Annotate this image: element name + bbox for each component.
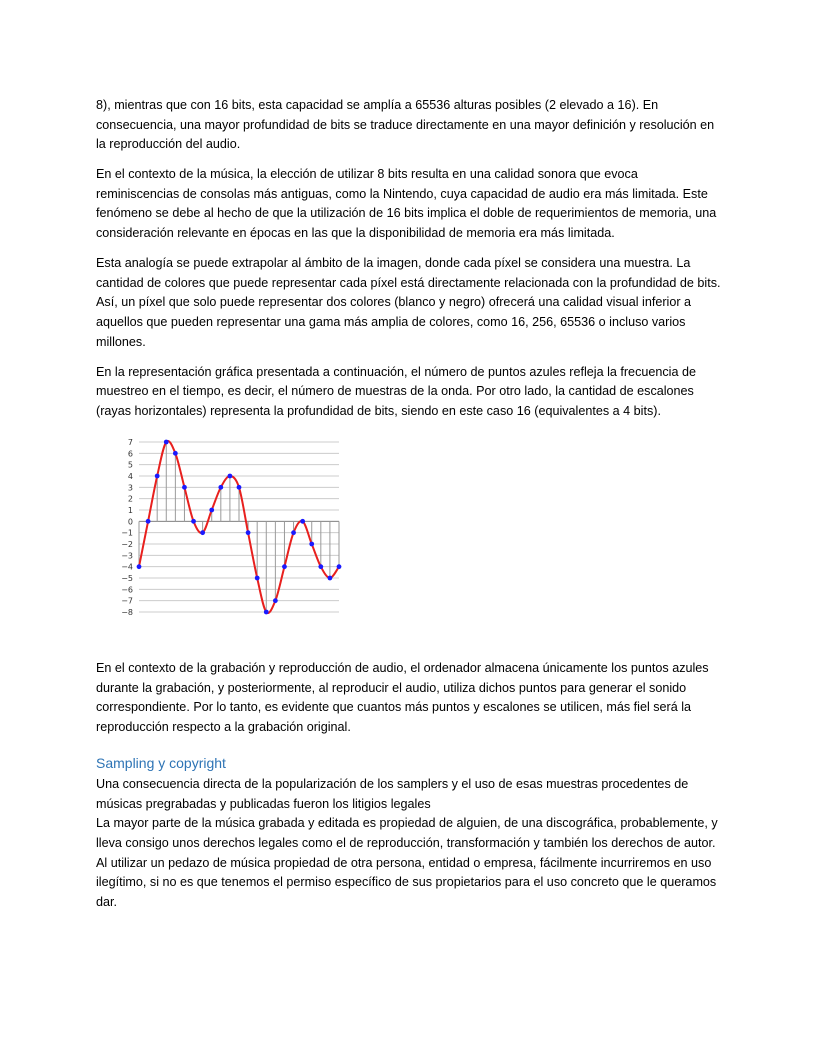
sample-point (282, 564, 287, 569)
y-tick-label: 3 (127, 483, 133, 493)
sample-point (155, 474, 160, 479)
sound-wave-line (139, 441, 339, 613)
y-tick-label: 2 (127, 494, 133, 504)
sample-point (309, 542, 314, 547)
y-tick-label: −7 (121, 596, 133, 606)
sample-point (228, 474, 233, 479)
paragraph-chart-explanation: En la representación gráfica presentada a continuación, el número de puntos azules refleja la frecuencia de muestreo en el tiempo, es decir, el número de muestras de la onda. Por otro lado, la cantidad de escalones (rayas horizontales) representa la profundidad de bits, siendo en este caso 16 (equivalentes a 4 bits). (96, 364, 696, 418)
sample-point (173, 451, 178, 456)
sample-point (273, 598, 278, 603)
y-tick-label: 7 (127, 437, 133, 447)
y-tick-label: 1 (127, 505, 133, 515)
paragraph-music-8bit: En el contexto de la música, la elección de utilizar 8 bits resulta en una calidad sonora que evoca reminiscencias de consolas más antiguas, como la Nintendo, cuya capacidad de audio era más limitada. Este fenómeno se debe al hecho de que la utilización de 16 bits implica el doble de requerimientos de memoria, una consideración relevante en épocas en las que la disponibilidad de memoria era más limitada. (96, 167, 717, 241)
sample-point (137, 564, 142, 569)
y-tick-label: 6 (127, 449, 133, 459)
y-tick-label: −3 (121, 551, 133, 561)
sample-point (164, 440, 169, 445)
y-tick-label: −1 (121, 528, 133, 538)
section-line-litigation: Una consecuencia directa de la popularización de los samplers y el uso de esas muestras procedentes de músicas pregrabadas y publicadas fueron los litigios legales (96, 777, 689, 811)
sample-point (200, 530, 205, 535)
sample-point (337, 564, 342, 569)
y-tick-label: −4 (121, 562, 133, 572)
y-tick-label: −5 (121, 573, 133, 583)
sample-point (328, 576, 333, 581)
paragraph-image-analogy: Esta analogía se puede extrapolar al ámbito de la imagen, donde cada píxel se considera una muestra. La cantidad de colores que puede representar cada píxel está directamente relacionada con la profundidad de bits. Así, un píxel que solo puede representar dos colores (blanco y negro) ofrecerá una calidad visual inferior a aquellos que pueden representar una gama más amplia de colores, como 16, 256, 65536 o incluso varios millones. (96, 256, 721, 349)
sample-point (182, 485, 187, 490)
sample-point (264, 610, 269, 615)
y-tick-label: −2 (121, 539, 133, 549)
sample-point (300, 519, 305, 524)
y-tick-label: −8 (121, 607, 133, 617)
sample-point (218, 485, 223, 490)
sampling-chart (104, 432, 344, 622)
y-tick-label: −6 (121, 585, 133, 595)
sample-point (237, 485, 242, 490)
y-tick-label: 0 (127, 517, 133, 527)
document-page (96, 96, 722, 912)
section-line-illegitimate-use: Al utilizar un pedazo de música propiedad de otra persona, entidad o empresa, fácilmente incurriremos en uso ilegítimo, si no es que tenemos el permiso específico de sus propietarios para el uso concreto que le queramos dar. (96, 855, 717, 909)
sample-point (146, 519, 151, 524)
sample-point (209, 508, 214, 513)
sample-point (318, 564, 323, 569)
sample-point (255, 576, 260, 581)
sampling-chart-svg (104, 432, 344, 622)
sample-point (291, 530, 296, 535)
y-tick-label: 5 (127, 460, 133, 470)
section-heading-sampling-copyright: Sampling y copyright (96, 755, 226, 772)
paragraph-recording-playback: En el contexto de la grabación y reproducción de audio, el ordenador almacena únicamente los puntos azules durante la grabación, y posteriormente, al reproducir el audio, utiliza dichos puntos para generar el sonido correspondiente. Por lo tanto, es evidente que cuantos más puntos y escalones se utilicen, más fiel será la reproducción respecto a la grabación original. (96, 660, 709, 734)
paragraph-bit-depth-intro: 8), mientras que con 16 bits, esta capacidad se amplía a 65536 alturas posibles (2 elevado a 16). En consecuencia, una mayor profundidad de bits se traduce directamente en una mayor definición y resolución en la reproducción del audio. (96, 98, 715, 152)
y-tick-label: 4 (127, 471, 133, 481)
section-line-ownership: La mayor parte de la música grabada y editada es propiedad de alguien, de una discográfica, probablemente, y lleva consigo unos derechos legales como el de reproducción, transformación y también los derechos de autor. (96, 816, 718, 851)
sample-point (246, 530, 251, 535)
sample-point (191, 519, 196, 524)
